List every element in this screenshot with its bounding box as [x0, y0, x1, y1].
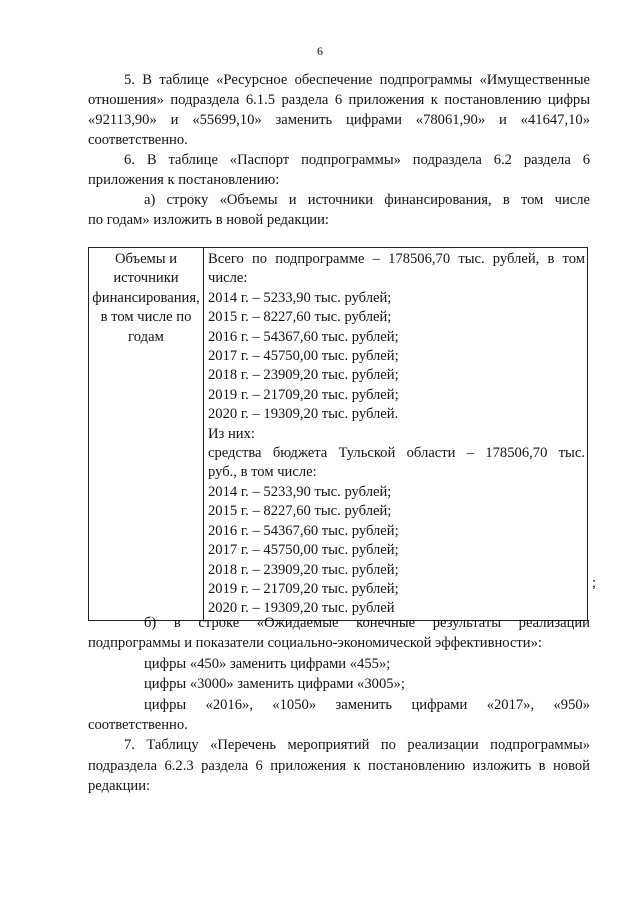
para6b-line5: цифры «2016», «1050» заменить цифрами «2017», «950»: [144, 696, 590, 713]
table-row: [89, 248, 588, 621]
right-cell-line: 2015 г. – 8227,60 тыс. рублей;: [208, 503, 392, 520]
para7-line2: подраздела 6.2.3 раздела 6 приложения к постановлению изложить в новой: [88, 757, 590, 774]
left-cell-line: в том числе по: [100, 309, 192, 326]
right-cell-line: 2016 г. – 54367,60 тыс. рублей;: [208, 328, 399, 345]
left-cell-line: Объемы и: [114, 251, 178, 267]
left-cell-line: источники: [113, 270, 179, 287]
right-cell-line: 2016 г. – 54367,60 тыс. рублей;: [208, 522, 399, 539]
para7-line3: редакции:: [88, 778, 151, 795]
right-cell-line: 2020 г. – 19309,20 тыс. рублей.: [208, 406, 399, 423]
para6-line2: приложения к постановлению:: [88, 172, 280, 188]
right-cell-line: руб., в том числе:: [208, 464, 317, 481]
para5-line2: отношения» подраздела 6.1.5 раздела 6 приложения к постановлению цифры: [88, 92, 590, 108]
table-right-cell: [204, 248, 588, 621]
right-cell-line: 2020 г. – 19309,20 тыс. рублей: [208, 600, 395, 617]
right-cell-line: 2019 г. – 21709,20 тыс. рублей;: [208, 580, 399, 597]
right-cell-line: 2017 г. – 45750,00 тыс. рублей;: [208, 348, 399, 365]
para6b-line3: цифры «450» заменить цифрами «455»;: [144, 655, 391, 672]
para6-line1: 6. В таблице «Паспорт подпрограммы» подраздела 6.2 раздела 6: [124, 152, 590, 168]
para5-line1: 5. В таблице «Ресурсное обеспечение подпрограммы «Имущественные: [124, 72, 590, 88]
para6b-line6: соответственно.: [88, 717, 188, 734]
table-left-cell: [89, 248, 204, 621]
document-body-bottom: [88, 613, 590, 797]
right-cell-line: 2018 г. – 23909,20 тыс. рублей;: [208, 367, 399, 384]
table-trailing-semicolon: ;: [592, 575, 597, 591]
page-number: 6: [317, 44, 323, 58]
para6b-line1: б) в строке «Ожидаемые конечные результаты реализации: [144, 615, 590, 631]
right-cell-line: 2018 г. – 23909,20 тыс. рублей;: [208, 561, 399, 578]
para6b-line2: подпрограммы и показатели социально-экономической эффективности»:: [88, 635, 542, 652]
financing-table: [88, 247, 588, 621]
para6a-line2: по годам» изложить в новой редакции:: [88, 212, 329, 228]
right-cell-line: 2014 г. – 5233,90 тыс. рублей;: [208, 289, 392, 306]
para5-line3: «92113,90» и «55699,10» заменить цифрами «78061,90» и «41647,10»: [88, 112, 590, 128]
left-cell-line: годам: [128, 328, 164, 345]
right-cell-line: 2017 г. – 45750,00 тыс. рублей;: [208, 542, 399, 559]
para7-line1: 7. Таблицу «Перечень мероприятий по реализации подпрограммы»: [124, 737, 590, 754]
document-body-top: [88, 70, 590, 230]
right-cell-line: числе:: [208, 270, 248, 287]
right-cell-line: 2015 г. – 8227,60 тыс. рублей;: [208, 309, 392, 326]
right-cell-line: Всего по подпрограмме – 178506,70 тыс. рублей, в том: [208, 251, 585, 267]
right-cell-line: 2014 г. – 5233,90 тыс. рублей;: [208, 483, 392, 500]
left-cell-line: финансирования,: [92, 289, 200, 306]
right-cell-line: средства бюджета Тульской области – 178506,70 тыс.: [208, 445, 585, 462]
para5-line4: соответственно.: [88, 132, 188, 148]
right-cell-line: 2019 г. – 21709,20 тыс. рублей;: [208, 386, 399, 403]
para6b-line4: цифры «3000» заменить цифрами «3005»;: [144, 676, 405, 693]
para6a-line1: а) строку «Объемы и источники финансирования, в том числе: [144, 192, 590, 208]
right-cell-line: Из них:: [208, 425, 255, 442]
